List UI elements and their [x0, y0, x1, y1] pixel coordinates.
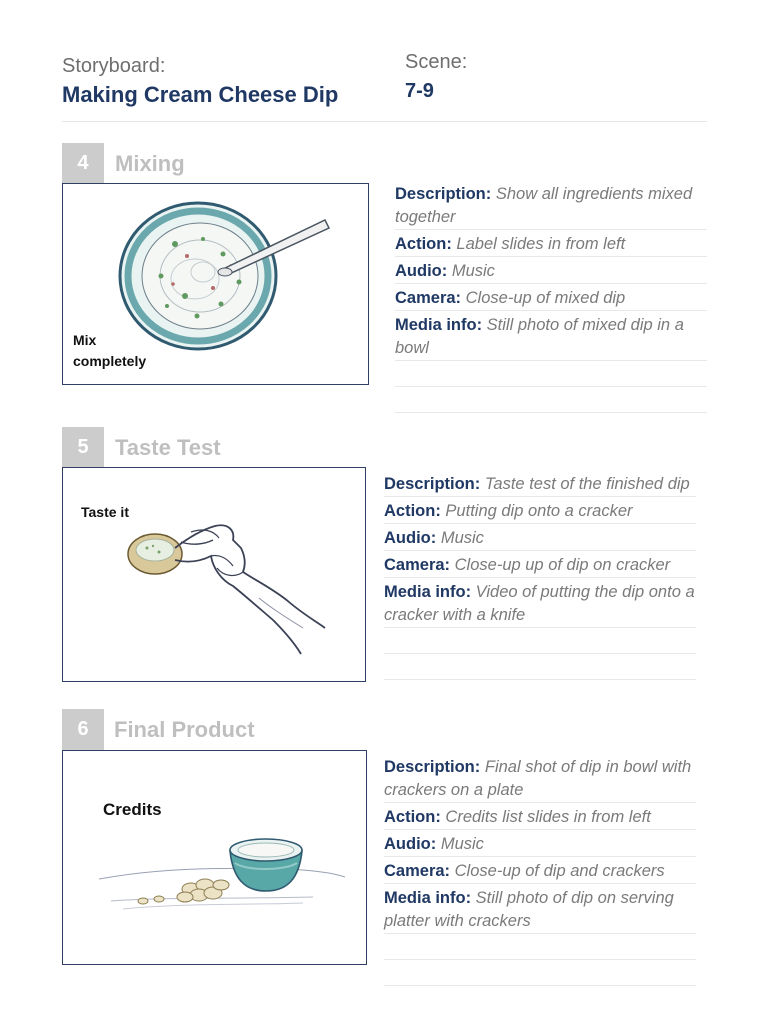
blank-line	[384, 631, 696, 654]
scene-details	[395, 183, 707, 413]
camera-row: Camera: Close-up up of dip on cracker	[384, 554, 696, 578]
scene-image-frame	[62, 467, 366, 682]
action-row: Action: Label slides in from left	[395, 233, 707, 257]
storyboard-label: Storyboard:	[62, 55, 166, 77]
audio-row: Audio: Music	[384, 527, 696, 551]
scene-details	[384, 756, 696, 986]
description-row: Description: Show all ingredients mixed together	[395, 183, 707, 230]
action-row: Action: Credits list slides in from left	[384, 806, 696, 830]
camera-row: Camera: Close-up of mixed dip	[395, 287, 707, 311]
camera-row: Camera: Close-up of dip and crackers	[384, 860, 696, 884]
scene-number-badge: 6	[62, 709, 104, 750]
header-divider	[62, 121, 707, 122]
frame-caption: Credits	[103, 800, 162, 819]
audio-row: Audio: Music	[395, 260, 707, 284]
scene-title: Mixing	[115, 151, 185, 176]
blank-line	[384, 657, 696, 680]
audio-row: Audio: Music	[384, 833, 696, 857]
blank-line	[395, 390, 707, 413]
description-row: Description: Final shot of dip in bowl with crackers on a plate	[384, 756, 696, 803]
scene-title: Taste Test	[115, 435, 221, 460]
hand-with-cracker-icon	[63, 468, 366, 682]
scene-details	[384, 473, 696, 680]
scene-number-badge: 5	[62, 427, 104, 468]
media-info-row: Media info: Still photo of mixed dip in a bowl	[395, 314, 707, 361]
action-row: Action: Putting dip onto a cracker	[384, 500, 696, 524]
scene-image-frame	[62, 183, 369, 385]
blank-line	[384, 963, 696, 986]
scene-number-badge: 4	[62, 143, 104, 184]
storyboard-title: Making Cream Cheese Dip	[62, 82, 339, 107]
bowl-and-crackers-icon	[63, 751, 367, 965]
scene-title: Final Product	[114, 717, 255, 742]
media-info-row: Media info: Still photo of dip on serving platter with crackers	[384, 887, 696, 934]
scene-value: 7-9	[405, 80, 434, 102]
frame-caption: Mix completely	[73, 332, 147, 369]
blank-line	[395, 364, 707, 387]
description-row: Description: Taste test of the finished dip	[384, 473, 696, 497]
blank-line	[384, 937, 696, 960]
scene-label: Scene:	[405, 51, 468, 73]
media-info-row: Media info: Video of putting the dip onto a cracker with a knife	[384, 581, 696, 628]
frame-caption: Taste it	[81, 504, 129, 520]
scene-image-frame	[62, 750, 367, 965]
